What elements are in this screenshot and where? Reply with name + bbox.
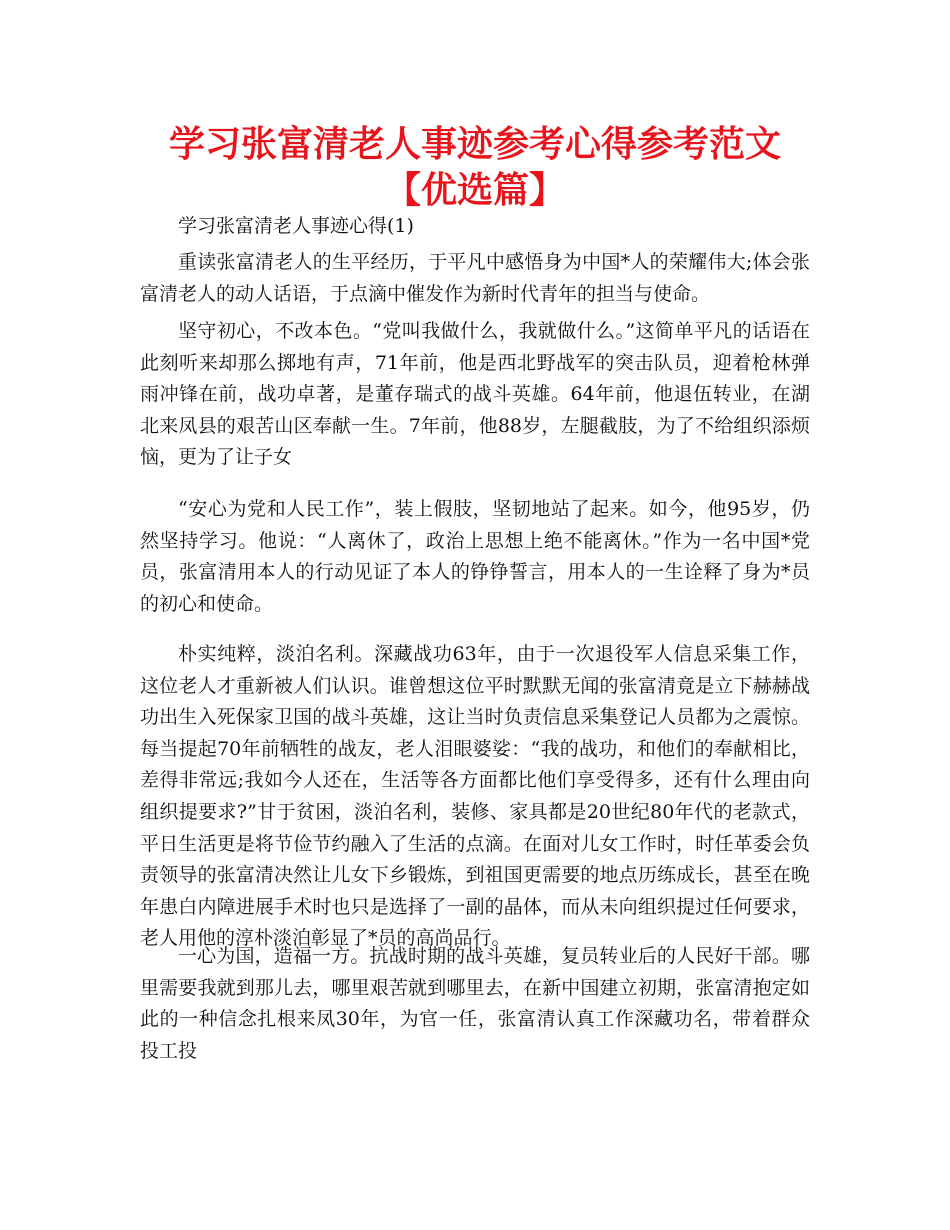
paragraph: “安心为党和人民工作”，装上假肢，坚韧地站了起来。如今，他95岁，仍然坚持学习。他说：“人离休了，政治上思想上绝不能离休。”作为一名中国*党员，张富清用本人的行动见证了本人的铮铮誓言，用本人的一生诠释了身为*员的初心和使命。 bbox=[140, 498, 810, 615]
document-title-tag: 【优选篇】 bbox=[384, 170, 565, 211]
document-title: 学习张富清老人事迹参考心得参考范文 bbox=[168, 124, 781, 165]
paragraph: 一心为国，造福一方。抗战时期的战斗英雄，复员转业后的人民好干部。哪里需要我就到那儿去，哪里艰苦就到哪里去，在新中国建立初期，张富清抱定如此的一种信念扎根来凤30年，为官一任，张富清认真工作深藏功名，带着群众投工投 bbox=[140, 945, 810, 1062]
section-subtitle: 学习张富清老人事迹心得(1) bbox=[178, 215, 414, 237]
paragraph: 朴实纯粹，淡泊名利。深藏战功63年，由于一次退役军人信息采集工作，这位老人才重新被人们认识。谁曾想这位平时默默无闻的张富清竟是立下赫赫战功出生入死保家卫国的战斗英雄，这让当时负责信息采集登记人员都为之震惊。每当提起70年前牺牲的战友，老人泪眼婆娑：“我的战功，和他们的奉献相比，差得非常远;我如今人还在，生活等各方面都比他们享受得多，还有什么理由向组织提要求?”甘于贫困，淡泊名利，装修、家具都是20世纪80年代的老款式，平日生活更是将节俭节约融入了生活的点滴。在面对儿女工作时，时任革委会负责领导的张富清决然让儿女下乡锻炼，到祖国更需要的地点历练成长，甚至在晚年患白内障进展手术时也只是选择了一副的晶体，而从未向组织提过任何要求，老人用他的淳朴淡泊彰显了*员的高尚品行。 bbox=[140, 643, 810, 950]
paragraph: 重读张富清老人的生平经历，于平凡中感悟身为中国*人的荣耀伟大;体会张富清老人的动人话语，于点滴中催发作为新时代青年的担当与使命。 bbox=[140, 251, 810, 305]
paragraph: 坚守初心，不改本色。“党叫我做什么，我就做什么。”这简单平凡的话语在此刻听来却那么掷地有声，71年前，他是西北野战军的突击队员，迎着枪林弹雨冲锋在前，战功卓著，是董存瑞式的战斗英雄。64年前，他退伍转业，在湖北来凤县的艰苦山区奉献一生。7年前，他88岁，左腿截肢，为了不给组织添烦恼，更为了让子女 bbox=[140, 320, 810, 469]
